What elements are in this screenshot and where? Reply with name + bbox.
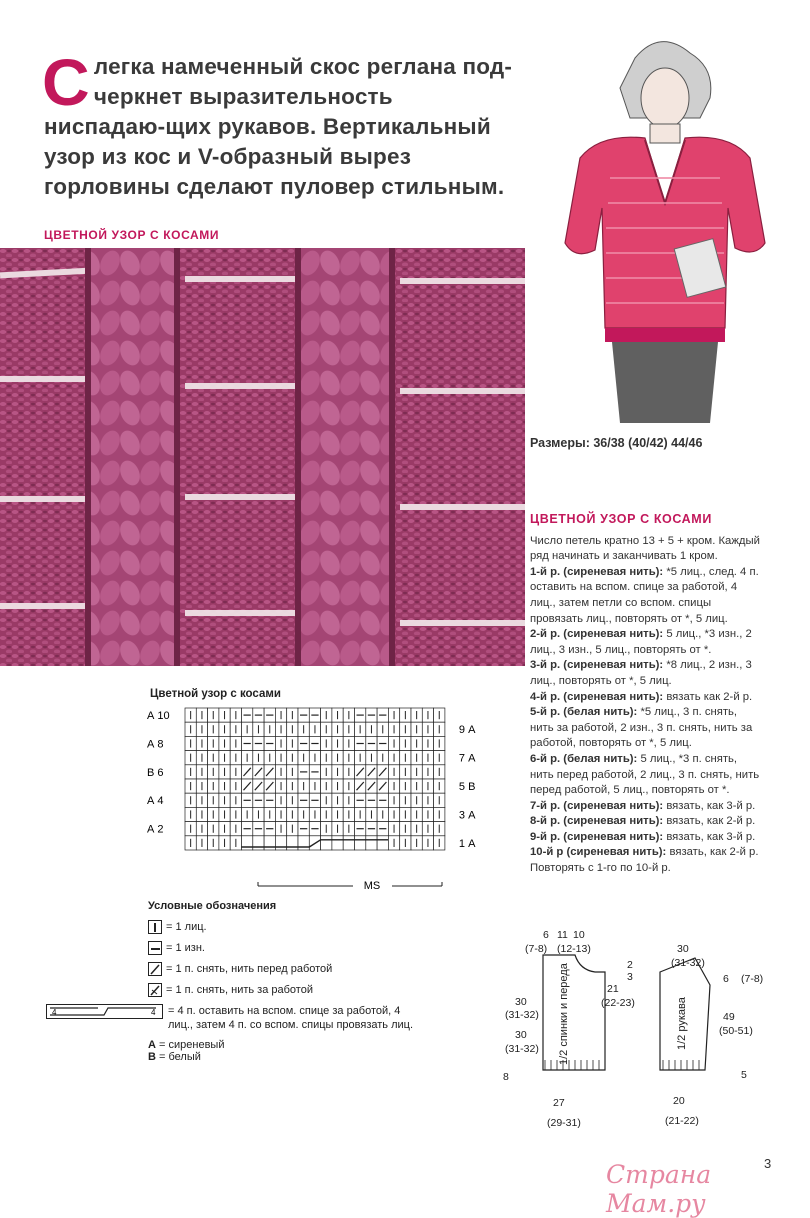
chart-cell [298, 836, 309, 850]
schematic-measurement: 30 [677, 943, 689, 955]
row-instruction [530, 658, 762, 689]
color-key-letter: В [148, 1051, 156, 1063]
chart-cell [275, 836, 286, 850]
chart-row-label: В 6 [147, 766, 164, 779]
row-label: 3-й р. (сиреневая нить): [530, 659, 664, 672]
row-label: 1-й р. (сиреневая нить): [530, 565, 664, 578]
sleeve-label: 1/2 рукава [676, 997, 688, 1050]
legend-text: = 4 п. оставить на вспом. спице за работой, 4 лиц., затем 4 п. со вспом. спицы провязать лиц. [168, 1005, 414, 1031]
chart-row-label: А 4 [147, 795, 164, 808]
schematic-measurement: (21-22) [665, 1115, 699, 1127]
cable-cross-icon [46, 1004, 164, 1024]
legend-text: = 1 п. снять, нить перед работой [166, 963, 333, 975]
chart-cell [242, 836, 253, 850]
chart-title: Цветной узор с косами [150, 688, 281, 700]
schematic-measurement: (12-13) [557, 943, 591, 955]
svg-text:4: 4 [151, 1008, 156, 1017]
svg-text:4: 4 [52, 1008, 57, 1017]
schematic-measurement: (7-8) [741, 973, 764, 985]
repeat-label: MS [363, 880, 381, 892]
schematic-measurement: 20 [673, 1095, 685, 1107]
row-label: 5-й р. (белая нить): [530, 706, 638, 719]
fashion-illustration [540, 28, 780, 423]
knitting-chart [145, 700, 495, 900]
chart-cell [287, 836, 298, 850]
schematic-measurement: 6 [543, 929, 549, 941]
row-label: 10-й р (сиреневая нить): [530, 846, 667, 859]
chart-cell [264, 836, 275, 850]
row-instruction [530, 705, 762, 752]
chart-cell [366, 836, 377, 850]
schematic-measurement: 49 [723, 1011, 735, 1023]
schematic-measurement: 21 [607, 983, 619, 995]
row-label: 2-й р. (сиреневая нить): [530, 628, 664, 641]
chart-row-label: 5 В [458, 781, 476, 793]
slip-back-icon [148, 983, 162, 997]
schematic-measurement: (31-32) [505, 1009, 539, 1021]
chart-cell [253, 836, 264, 850]
chart-row-labels-left [147, 710, 170, 836]
instructions [530, 512, 762, 877]
swatch-title: ЦВЕТНОЙ УЗОР С КОСАМИ [44, 228, 220, 242]
row-label: 7-й р. (сиреневая нить): [530, 799, 664, 812]
legend-item [148, 962, 418, 976]
color-key-letter: А [148, 1039, 156, 1051]
body-label: 1/2 спинки и переда [558, 963, 570, 1065]
chart-row-label: 7 А [458, 752, 476, 765]
chart-row-label: 9 А [458, 724, 476, 737]
schematic-measurement: 5 [741, 1069, 747, 1081]
schematic-measurement: (31-32) [505, 1043, 539, 1055]
row-instruction [530, 814, 762, 830]
slip-front-icon [148, 962, 162, 976]
page-number: 3 [764, 1156, 772, 1171]
schematic-measurement: 27 [553, 1097, 565, 1109]
row-instruction [530, 690, 762, 706]
schematic-measurement: (7-8) [525, 943, 548, 955]
chart-cell [332, 836, 343, 850]
schematic-measurement: 6 [723, 973, 729, 985]
row-text: вязать, как 3-й р. [666, 799, 756, 812]
row-text: вязать, как 2-й р. [666, 815, 756, 828]
instructions-title: ЦВЕТНОЙ УЗОР С КОСАМИ [530, 512, 712, 526]
schematic-measurement: 10 [573, 929, 585, 941]
legend-item [148, 941, 418, 955]
legend-title: Условные обозначения [148, 900, 277, 912]
row-text: 5 лиц., *3 изн., 2 лиц., 3 изн., 5 лиц., повторять от *. [530, 628, 752, 656]
schematic-measurement: 8 [503, 1071, 509, 1083]
legend [52, 900, 418, 1063]
knit-swatch-photo [0, 248, 525, 666]
garment-schematics [495, 920, 795, 1140]
row-text: *8 лиц., 2 изн., 3 лиц., повторять от *, 5 лиц. [530, 659, 752, 687]
schematic-measurement: 2 [627, 959, 633, 971]
schematic-measurement: (29-31) [547, 1117, 581, 1129]
legend-text: = 1 изн. [166, 942, 205, 954]
color-key-text: = сиреневый [159, 1039, 225, 1051]
watermark: Страна Мам.ру [606, 1160, 712, 1218]
row-text: 5 лиц., *3 п. снять, нить перед работой, 2 лиц., 3 п. снять, нить перед работой, 5 лиц., повторять от *. [530, 752, 760, 797]
legend-item [148, 920, 418, 934]
row-text: вязать как 2-й р. [666, 690, 753, 703]
legend-item [46, 1004, 418, 1032]
row-text: *5 лиц., след. 4 п. оставить на вспом. спице за работой, 4 лиц., затем петли со вспом. спицы провязать лиц., повторять от *, 5 лиц. [530, 565, 759, 625]
row-instruction [530, 627, 762, 658]
schematic-measurement: (22-23) [601, 997, 635, 1009]
chart-grid [185, 708, 445, 850]
row-label: 9-й р. (сиреневая нить): [530, 830, 664, 843]
row-label: 4-й р. (сиреневая нить): [530, 690, 664, 703]
row-instruction [530, 845, 762, 861]
chart-row-labels-right [459, 724, 476, 850]
headline-dropcap: С [42, 45, 90, 119]
headline-text: легка намеченный скос реглана под-черкнет выразительность ниспадаю-щих рукавов. Вертикальный узор из кос и V-образный вырез горловины сделают пуловер стильным. [44, 54, 513, 199]
chart-cell [343, 836, 354, 850]
schematic-measurement: 30 [515, 996, 527, 1008]
sleeve-ribbing [663, 1060, 699, 1070]
schematic-measurement: (31-32) [671, 957, 705, 969]
legend-text: = 1 лиц. [166, 921, 207, 933]
row-label: 8-й р. (сиреневая нить): [530, 815, 664, 828]
knit-stitch-icon [148, 920, 162, 934]
instructions-repeat: Повторять с 1-го по 10-й р. [530, 862, 671, 875]
legend-text: = 1 п. снять, нить за работой [166, 984, 313, 996]
body-ribbing [545, 1060, 599, 1070]
row-instruction [530, 565, 762, 627]
chart-row-label: А 8 [147, 738, 164, 751]
row-text: *5 лиц., 3 п. снять, нить за работой, 2 изн., 3 п. снять, нить за работой, повторять от *, 5 лиц. [530, 706, 753, 750]
row-text: вязать, как 2-й р. [669, 846, 759, 859]
color-key-text: = белый [159, 1051, 201, 1063]
instructions-intro: Число петель кратно 13 + 5 + кром. Каждый ряд начинать и заканчивать 1 кром. [530, 534, 760, 563]
schematic-measurement: 3 [627, 971, 633, 983]
row-label: 6-й р. (белая нить): [530, 752, 638, 765]
schematic-measurement: 11 [557, 929, 568, 941]
chart-row-label: 3 А [458, 809, 476, 822]
color-key [148, 1039, 418, 1063]
legend-item [148, 983, 418, 997]
schematic-measurement: (50-51) [719, 1025, 753, 1037]
schematic-measurement: 30 [515, 1029, 527, 1041]
row-instruction [530, 799, 762, 815]
chart-cell [321, 836, 332, 850]
sizes-label: Размеры: 36/38 (40/42) 44/46 [530, 436, 703, 450]
chart-cell [377, 836, 388, 850]
row-text: вязать, как 3-й р. [666, 830, 756, 843]
body-outline [543, 955, 605, 1070]
chart-row-label: А 2 [147, 823, 164, 836]
chart-row-label: 1 А [458, 837, 476, 850]
headline [42, 45, 514, 202]
chart-cell [355, 836, 366, 850]
row-instruction [530, 830, 762, 846]
row-instruction [530, 752, 762, 799]
purl-stitch-icon [148, 941, 162, 955]
chart-row-label: А 10 [147, 710, 170, 722]
